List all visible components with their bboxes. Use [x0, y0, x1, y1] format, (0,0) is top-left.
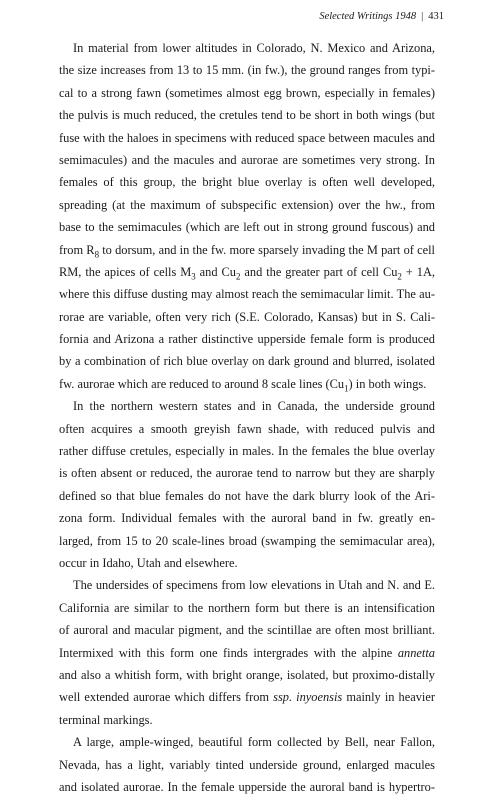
- text-line: [59, 597, 435, 619]
- text-segment: and also a whitish form, with bright orange, isolated, but proximo-distally: [59, 667, 435, 682]
- text-line: [59, 552, 435, 574]
- subscript: 2: [397, 271, 402, 282]
- text-segment: fuse with the haloes in specimens with reduced space between macules and: [59, 130, 435, 145]
- text-segment: to dorsum, and in the fw. more sparsely invading the M part of cell: [99, 242, 436, 257]
- text-line: [59, 642, 435, 664]
- text-line: [59, 104, 435, 126]
- text-segment: is often absent or reduced, the aurorae tend to narrow but they are sharply: [59, 466, 435, 481]
- text-line: [59, 216, 435, 238]
- text-line: [59, 731, 435, 753]
- text-segment: fw. aurorae which are reduced to around 8 scale lines (Cu: [59, 376, 345, 391]
- text-line: [59, 127, 435, 149]
- text-line: [59, 171, 435, 193]
- text-segment: mainly in heavier: [342, 690, 435, 705]
- text-line: [59, 82, 435, 104]
- text-line: [59, 619, 435, 641]
- text-line: [59, 485, 435, 507]
- text-segment: rorae are variable, often very rich (S.E. Colorado, Kansas) but in S. Cali-: [59, 309, 435, 324]
- text-line: [59, 709, 435, 731]
- text-segment: often acquires a smooth greyish fawn shade, with reduced pulvis and: [59, 421, 435, 436]
- text-segment: In the northern western states and in Canada, the underside ground: [73, 399, 435, 414]
- text-segment: cal to a strong fawn (sometimes almost egg brown, especially in females): [59, 85, 435, 100]
- text-line: [59, 776, 435, 798]
- text-line: [59, 59, 435, 81]
- italic-text: ssp. inyoensis: [273, 690, 343, 705]
- text-segment: spreading (at the maximum of subspecific extension) over the hw., from: [59, 197, 435, 212]
- text-segment: Intermixed with this form one finds intergrades with the alpine: [59, 645, 398, 660]
- text-segment: and the greater part of cell Cu: [240, 264, 398, 279]
- text-line: [59, 574, 435, 596]
- text-segment: The undersides of specimens from low elevations in Utah and N. and E.: [73, 578, 435, 593]
- text-line: [59, 261, 435, 283]
- text-segment: well extended aurorae which differs from: [59, 690, 274, 705]
- text-segment: females of this group, the bright blue overlay is often well developed,: [59, 175, 435, 190]
- subscript: 1: [344, 383, 349, 394]
- subscript: 8: [94, 248, 100, 259]
- text-segment: zona form. Individual females with the auroral band in fw. greatly en-: [59, 511, 435, 526]
- text-segment: RM, the apices of cells M: [59, 264, 192, 279]
- subscript: 2: [235, 271, 241, 282]
- text-segment: of auroral and macular pigment, and the scintillae are often most brilliant.: [59, 623, 435, 638]
- text-line: [59, 395, 435, 417]
- text-segment: larged, from 15 to 20 scale-lines broad (swamping the semimacular area),: [59, 533, 435, 548]
- text-segment: from R: [59, 242, 95, 257]
- text-segment: Nevada, has a light, variably tinted underside ground, enlarged macules: [59, 757, 435, 772]
- text-segment: the pulvis is much reduced, the cretules tend to be short in both wings (but: [59, 108, 435, 123]
- text-line: [59, 530, 435, 552]
- text-line: [59, 373, 435, 395]
- italic-text: annetta: [397, 645, 435, 660]
- text-segment: ) in both wings.: [348, 376, 427, 391]
- text-line: [59, 283, 435, 305]
- text-segment: where this diffuse dusting may almost reach the semimacular limit. The au-: [59, 287, 435, 302]
- text-line: [59, 239, 435, 261]
- text-segment: and isolated aurorae. In the female upperside the auroral band is hypertro-: [59, 779, 435, 794]
- text-segment: semimacules) and the macules and aurorae are sometimes very strong. In: [59, 152, 435, 167]
- text-line: [59, 462, 435, 484]
- text-segment: and Cu: [195, 264, 236, 279]
- text-line: [59, 664, 435, 686]
- text-line: [59, 754, 435, 776]
- text-line: [59, 686, 435, 708]
- running-head: [319, 11, 444, 22]
- text-segment: the size increases from 13 to 15 mm. (in fw.), the ground ranges from typi-: [59, 63, 435, 78]
- text-segment: defined so that blue females do not have the dark blurry look of the Ari-: [59, 488, 435, 503]
- text-line: [59, 328, 435, 350]
- running-head-separator: |: [421, 11, 424, 22]
- text-segment: rather diffuse cretules, especially in males. In the females the blue overlay: [59, 444, 435, 459]
- text-segment: occur in Idaho, Utah and elsewhere.: [59, 555, 238, 570]
- running-head-title: Selected Writings 1948: [319, 11, 417, 22]
- text-line: [59, 440, 435, 462]
- subscript: 3: [191, 271, 196, 282]
- text-segment: + 1A,: [401, 264, 435, 279]
- text-segment: fornia and Arizona a rather distinctive upperside female form is produced: [59, 332, 435, 347]
- text-line: [59, 350, 435, 372]
- text-line: [59, 37, 435, 59]
- body-text: [59, 37, 435, 798]
- text-segment: In material from lower altitudes in Colorado, N. Mexico and Arizona,: [73, 41, 435, 55]
- text-line: [59, 418, 435, 440]
- text-segment: A large, ample-winged, beautiful form collected by Bell, near Fallon,: [73, 735, 435, 750]
- text-line: [59, 194, 435, 216]
- page-number: 431: [428, 11, 444, 22]
- text-segment: by a combination of rich blue overlay on dark ground and blurred, isolated: [59, 354, 435, 369]
- text-line: [59, 306, 435, 328]
- text-segment: California are similar to the northern form but there is an intensification: [59, 600, 435, 615]
- text-line: [59, 149, 435, 171]
- text-line: [59, 507, 435, 529]
- text-segment: base to the semimacules (which are left out in strong ground fuscous) and: [59, 220, 435, 235]
- text-segment: terminal markings.: [59, 712, 153, 727]
